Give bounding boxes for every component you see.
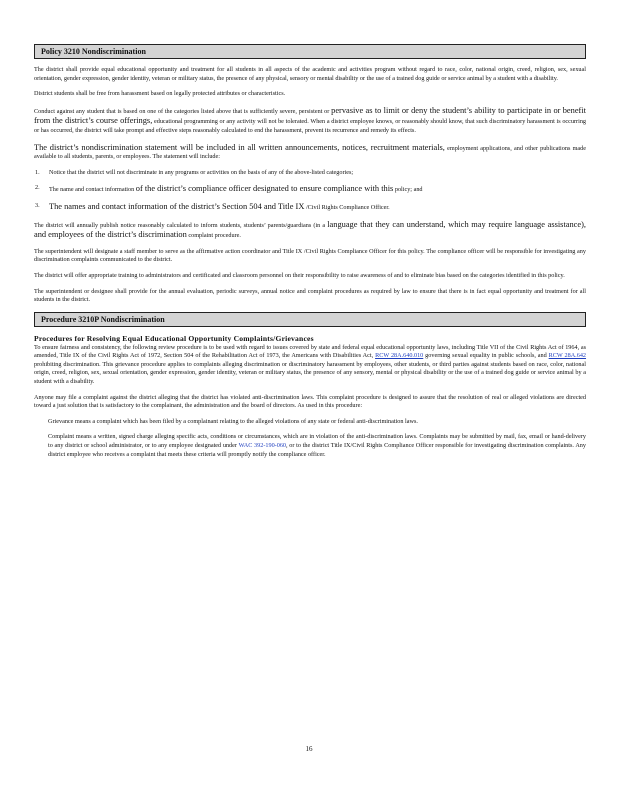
pp1-part-b: governing sexual equality in public schools, and (425, 352, 547, 360)
policy-paragraph-7: The district will offer appropriate training to administrators and certificated and classroom personnel on their responsibility to raise awareness of and to eliminate bias based on the categories identified in this policy. (34, 271, 565, 279)
p4-part-a: The district’s nondiscrimination statement will be included in all written announcements, notices, recruitment materials, (34, 142, 445, 152)
p5-part-b: language that they can understand, which may require language assistance), and employees of the district’s discrimination (34, 219, 586, 240)
policy-paragraph-4 (34, 143, 586, 162)
list-text-2a: The name and contact information (49, 186, 135, 194)
p5-part-c: complaint procedure. (188, 232, 241, 240)
procedure-paragraph-1 (34, 344, 586, 387)
bullet-text-grievance: Grievance means a complaint which has been filed by a complainant relating to the alleged violations of any state or federal anti-discrimination laws. (48, 417, 418, 425)
list-text-1: Notice that the district will not discriminate in any programs or activities on the basis of any of the above-listed categories; (49, 168, 354, 176)
procedure-title: Procedures for Resolving Equal Educational Opportunity Complaints/Grievances (34, 333, 314, 343)
list-text-2c: policy; and (394, 186, 423, 194)
page-number: 16 (305, 745, 313, 753)
bullet-item-complaint (34, 433, 586, 459)
bullet-item-grievance (34, 418, 586, 427)
p3-part-a: Conduct against any student that is based on one of the categories listed above that is sufficiently severe, persistent or (34, 107, 330, 115)
policy-paragraph-5 (34, 220, 586, 241)
policy-paragraph-2: District students shall be free from harassment based on legally protected attributes or characteristics. (34, 90, 286, 98)
list-number-3: 3. (35, 201, 40, 209)
list-text-3b: /Civil Rights Compliance Officer. (305, 203, 390, 211)
wac-392-190-060-link[interactable]: WAC 392-190-060 (238, 442, 287, 450)
list-text-3a: The names and contact information of the district’s Section 504 and Title IX (49, 201, 305, 211)
p3-part-b: pervasive as to limit or deny the student’s ability to participate in or benefit from the district’s course offerings, (34, 105, 586, 126)
pp1-part-a: To ensure fairness and consistency, the following review procedure is to be used with regard to issues covered by state and federal equal educational opportunity laws, including Title VII of the Civil Rights Act of 1964, as amended, Title IX of the Civil Rights Act of 1972, Section 504 of the Rehabilitation Act of 1973, the Americans with Disabilities Act, (34, 343, 586, 360)
bullet-text-complaint-b: , or to the district Title IX/Civil Rights Compliance Officer responsible for investigating discrimination complaints. Any district employee who receives a complaint that meets these criteria will promptly notify the compliance officer. (48, 442, 586, 458)
bullet-text-complaint-a: Complaint means a written, signed charge alleging specific acts, conditions or circumstances, which are in violation of the anti-discrimination laws. Complaints may be submitted by mail, fax, email or hand-delivery to any district or school administrator, or to any employee designated under (48, 433, 586, 450)
list-number-1: 1. (35, 168, 40, 176)
policy-paragraph-3 (34, 106, 586, 136)
policy-paragraph-1: The district shall provide equal educational opportunity and treatment for all students in all aspects of the academic and activities program without regard to race, color, national origin, creed, religion, sex, sexual orientation, gender expression, gender identity, veteran or military status, the presence of any physical, sensory or mental disability or the use of a trained dog guide or service animal by a student with a disability. (34, 66, 586, 82)
policy-paragraph-8: The superintendent or designee shall provide for the annual evaluation, periodic surveys, annual notice and complaint procedures as required by law to ensure that there is in fact equal opportunity and treatment for all students in the district. (34, 287, 586, 304)
document-page (34, 44, 586, 466)
list-item-1 (34, 169, 586, 178)
bullet-icon (34, 418, 48, 427)
p3-part-c: educational programming or any activity will not be tolerated. When a district employee knows, or reasonably should know, that such discriminatory harassment is occurring or has occurred, the district will take prompt and effective steps reasonably calculated to end the harassment, prevent its recurrence and remedy its effects. (34, 118, 587, 134)
rcw-28a-640-010-link[interactable]: RCW 28A.640.010 (375, 352, 424, 360)
pp1-part-c: prohibiting discrimination. This grievance procedure applies to complaints alleging discrimination or discriminatory harassment by employees, other students, or third parties against students based on race, color, national origin, creed, religion, sex, sexual orientation, gender expression, gender identity, veteran or military status, the presence of any sensory, mental or physical disability or the use of a trained dog guide or service animal by a student with a disability. (34, 360, 586, 386)
list-item-3 (34, 202, 586, 213)
policy-paragraph-6: The superintendent will designate a staff member to serve as the affirmative action coordinator and Title IX /Civil Rights Compliance Officer for this policy. The compliance officer will be responsible for investigating any discrimination complaints communicated to the district. (34, 247, 586, 264)
procedure-paragraph-2: Anyone may file a complaint against the district alleging that the district has violated anti-discrimination laws. This complaint procedure is designed to assure that the resolution of real or alleged violations are directed toward a just solution that is satisfactory to the complainant, the administration and the board of directors. As used in this procedure: (34, 393, 586, 410)
procedure-header: Procedure 3210P Nondiscrimination (34, 312, 586, 327)
p5-part-a: The district will annually publish notice reasonably calculated to inform students, students’ parents/guardians (in a (34, 221, 326, 229)
p4-part-b: employment applications, and other publications made available to all students, parents, or employees. The statement will include: (34, 144, 587, 161)
policy-header: Policy 3210 Nondiscrimination (34, 44, 586, 59)
list-item-2 (34, 184, 586, 195)
list-number-2: 2. (35, 184, 40, 192)
bullet-icon (34, 433, 48, 459)
rcw-28a-642-link[interactable]: RCW 28A.642 (548, 352, 587, 360)
list-text-2b: of the district’s compliance officer designated to ensure compliance with this (135, 184, 394, 194)
